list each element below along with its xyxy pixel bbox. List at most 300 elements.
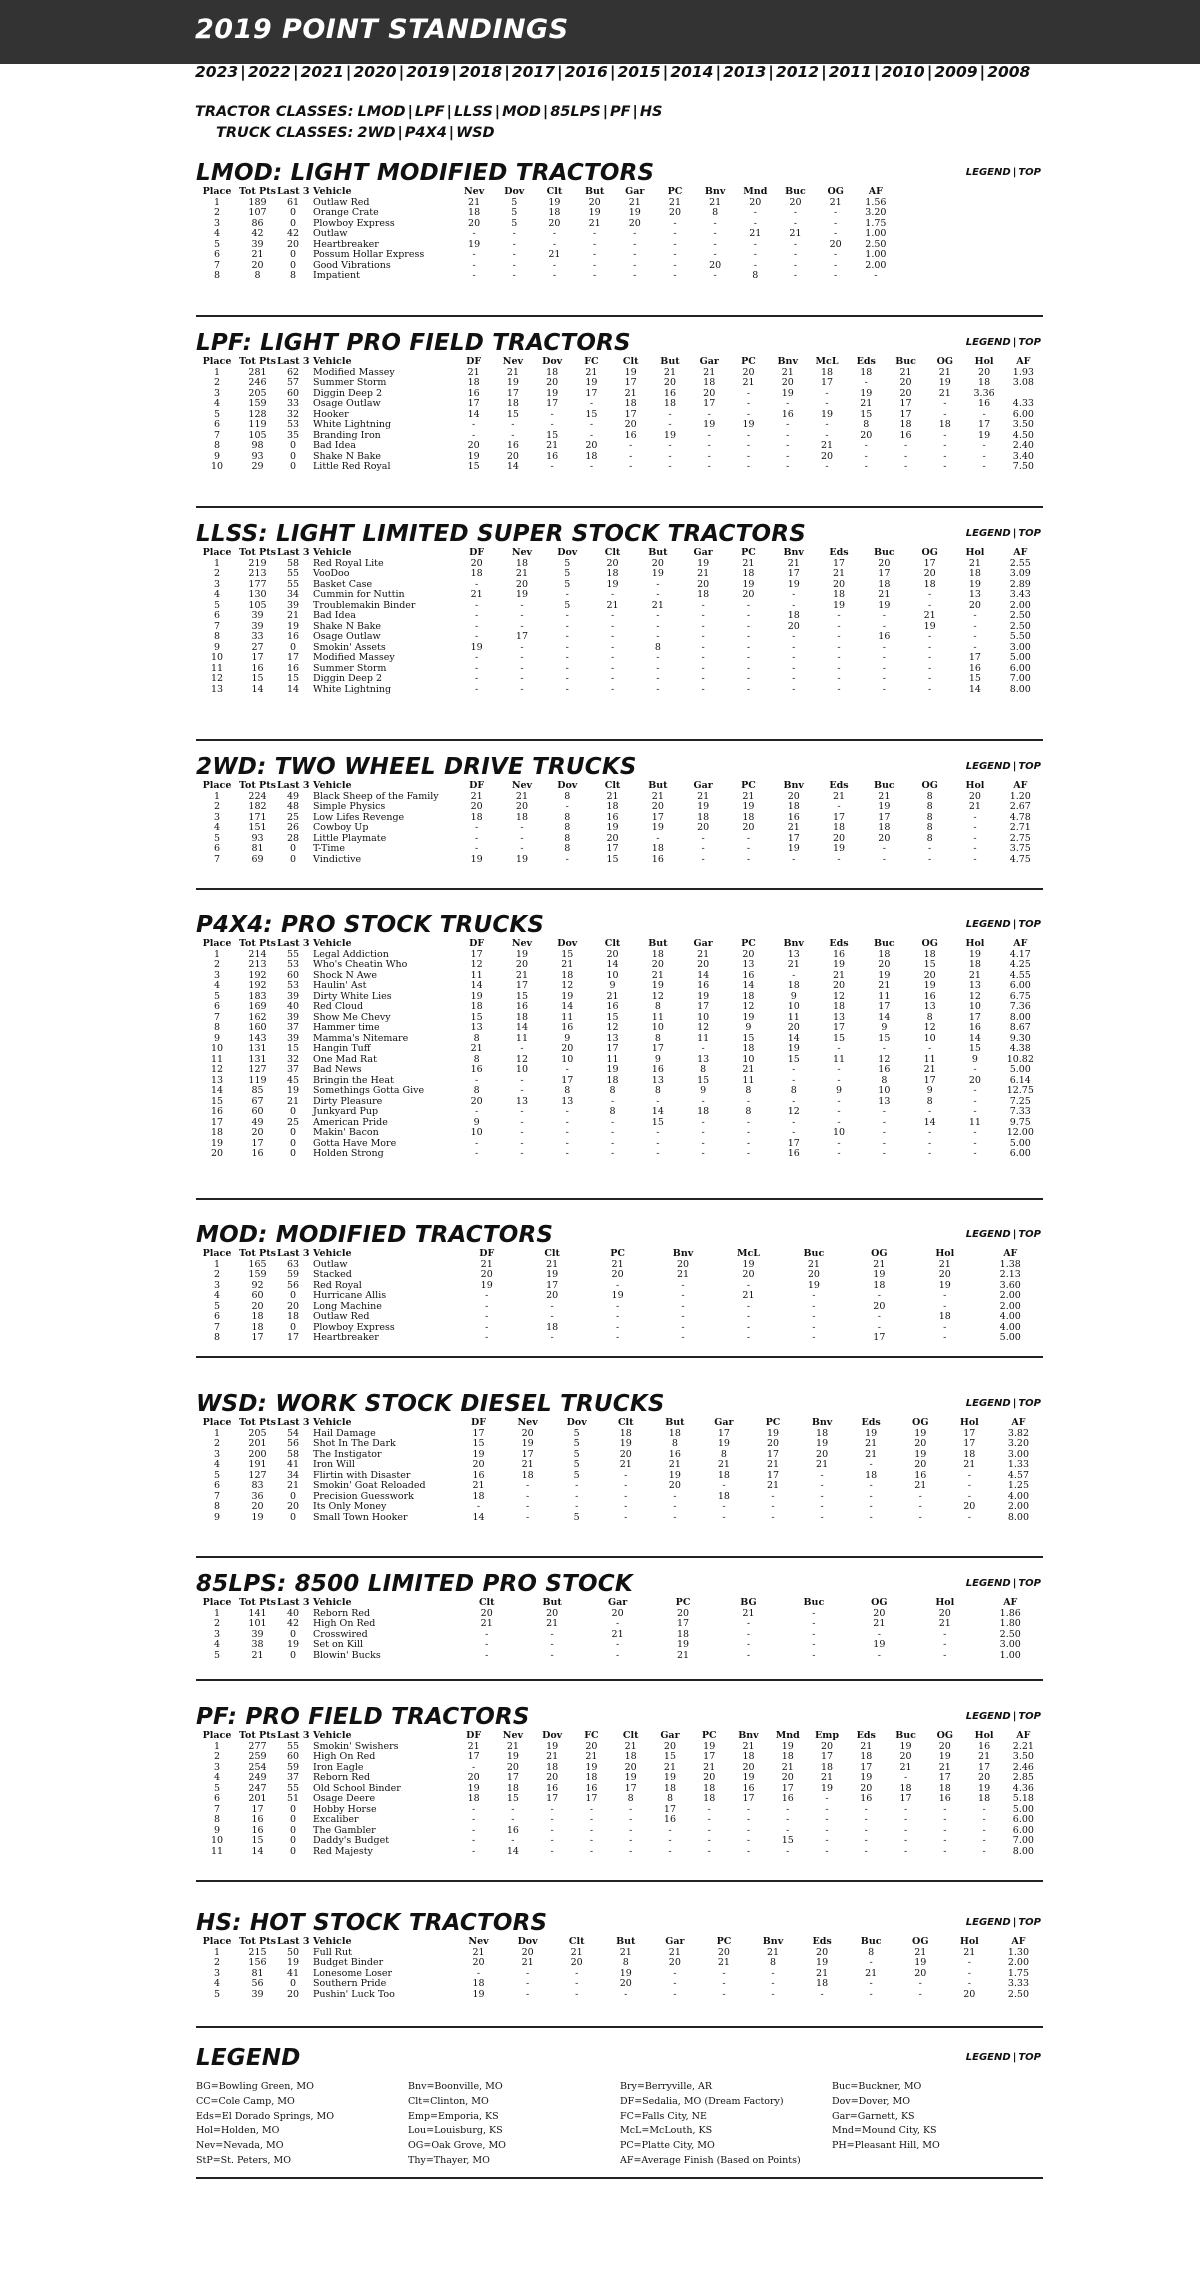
vehicle-name: T-Time bbox=[313, 844, 345, 854]
table-cell: 224 bbox=[248, 791, 267, 802]
top-link[interactable]: TOP bbox=[1018, 2052, 1041, 2063]
class-link-2wd[interactable]: 2WD bbox=[357, 125, 396, 141]
year-link-2013[interactable]: 2013 bbox=[723, 63, 767, 81]
table-cell: - bbox=[701, 621, 705, 632]
top-link[interactable]: TOP bbox=[1018, 337, 1041, 348]
legend-item: BG=Bowling Green, MO bbox=[196, 2081, 314, 2092]
table-cell: - bbox=[746, 1322, 751, 1333]
table-cell: - bbox=[967, 1481, 971, 1491]
table-cell: 11 bbox=[470, 970, 483, 981]
table-cell: 17 bbox=[210, 1117, 224, 1128]
table-cell: 12 bbox=[742, 1002, 755, 1012]
table-row bbox=[196, 1794, 1043, 1805]
table-cell: 18 bbox=[742, 1044, 755, 1054]
table-cell: 0 bbox=[289, 1149, 297, 1159]
table-cell: 5.00 bbox=[999, 1333, 1021, 1343]
table-cell: 7.00 bbox=[1009, 674, 1031, 684]
column-header: Buc bbox=[895, 1730, 916, 1741]
table-cell: - bbox=[629, 462, 633, 472]
table-cell: 11 bbox=[515, 1033, 528, 1044]
table-cell: 20 bbox=[820, 451, 834, 462]
vehicle-name: Plowboy Express bbox=[313, 218, 395, 229]
table-cell: - bbox=[746, 1333, 751, 1343]
table-cell: 18 bbox=[515, 812, 528, 823]
separator: | bbox=[345, 63, 352, 81]
year-link-2018[interactable]: 2018 bbox=[459, 63, 503, 81]
year-link-2010[interactable]: 2010 bbox=[881, 63, 925, 81]
table-cell: - bbox=[668, 409, 672, 420]
table-cell: 16 bbox=[663, 388, 676, 399]
table-cell: 20 bbox=[860, 430, 873, 441]
separator: | bbox=[448, 125, 455, 141]
table-cell: 2.21 bbox=[1012, 1741, 1034, 1752]
table-cell: - bbox=[476, 1502, 481, 1512]
class-link-hs[interactable]: HS bbox=[639, 104, 663, 120]
table-cell: 20 bbox=[742, 1270, 755, 1280]
legend-link[interactable]: LEGEND bbox=[965, 1398, 1011, 1409]
table-cell: 127 bbox=[248, 1065, 267, 1075]
table-cell: 8 bbox=[926, 833, 933, 844]
table-cell: 21 bbox=[611, 1259, 624, 1270]
top-link[interactable]: TOP bbox=[1018, 167, 1041, 178]
table-cell: 9 bbox=[213, 1512, 221, 1523]
table-cell: - bbox=[701, 833, 705, 844]
table-cell: 21 bbox=[570, 1947, 583, 1958]
top-link[interactable]: TOP bbox=[1018, 1578, 1041, 1589]
table-cell: - bbox=[928, 1107, 932, 1117]
table-cell: 17 bbox=[676, 1619, 690, 1629]
table-cell: 1.75 bbox=[1007, 1968, 1029, 1979]
table-header-row bbox=[196, 939, 1043, 950]
table-cell: 20 bbox=[472, 1460, 485, 1470]
table-cell: 16 bbox=[651, 854, 664, 865]
year-link-2014[interactable]: 2014 bbox=[670, 63, 714, 81]
table-cell: - bbox=[882, 1107, 886, 1117]
column-header: Dov bbox=[557, 547, 578, 558]
table-row bbox=[196, 1815, 1043, 1826]
year-link-2015[interactable]: 2015 bbox=[617, 63, 661, 81]
year-link-2011[interactable]: 2011 bbox=[828, 63, 872, 81]
table-cell: 60 bbox=[251, 1107, 264, 1117]
table-cell: 17 bbox=[742, 1794, 755, 1804]
year-link-2019[interactable]: 2019 bbox=[406, 63, 450, 81]
separator: | bbox=[873, 63, 880, 81]
column-header: Last 3 bbox=[277, 1730, 310, 1741]
table-cell: 7 bbox=[213, 1491, 221, 1502]
table-cell: 27 bbox=[251, 642, 264, 653]
column-header: PC bbox=[701, 1730, 717, 1741]
year-link-2022[interactable]: 2022 bbox=[247, 63, 291, 81]
table-cell: - bbox=[928, 854, 932, 865]
table-cell: 20 bbox=[697, 960, 710, 970]
table-cell: - bbox=[701, 1044, 705, 1054]
table-row bbox=[196, 1002, 1043, 1013]
vehicle-name: Good Vibrations bbox=[313, 260, 391, 271]
table-cell: 19 bbox=[286, 1640, 300, 1650]
column-header: Clt bbox=[604, 780, 621, 791]
legend-link[interactable]: LEGEND bbox=[965, 167, 1011, 178]
table-cell: 12 bbox=[561, 981, 574, 991]
table-cell: - bbox=[982, 441, 986, 451]
table-cell: - bbox=[746, 684, 751, 695]
table-cell: 5 bbox=[511, 197, 518, 208]
table-cell: - bbox=[550, 1804, 554, 1815]
legend-link[interactable]: LEGEND bbox=[965, 1917, 1011, 1928]
legend-item: CC=Cole Camp, MO bbox=[196, 2095, 295, 2107]
table-cell: 2.40 bbox=[1012, 441, 1034, 451]
table-cell: 6.00 bbox=[1009, 981, 1031, 991]
table-cell: 1.30 bbox=[1007, 1947, 1029, 1958]
table-cell: - bbox=[753, 250, 757, 260]
column-header: Last 3 bbox=[277, 1936, 310, 1947]
table-cell: 259 bbox=[248, 1752, 267, 1762]
table-cell: 15 bbox=[663, 1752, 676, 1762]
table-cell: - bbox=[633, 229, 637, 239]
table-cell: - bbox=[575, 1989, 579, 2000]
table-cell: 9.75 bbox=[1009, 1117, 1031, 1128]
table-cell: - bbox=[837, 674, 841, 684]
table-cell: - bbox=[713, 271, 717, 281]
column-header: PC bbox=[741, 356, 756, 367]
class-link-p4x4[interactable]: P4X4 bbox=[404, 125, 447, 141]
table-cell: - bbox=[771, 1491, 775, 1502]
table-cell: 19 bbox=[515, 590, 528, 600]
table-cell: - bbox=[629, 441, 633, 451]
column-header: Dov bbox=[504, 186, 525, 197]
table-cell: - bbox=[864, 1846, 868, 1857]
table-cell: 160 bbox=[248, 1023, 267, 1033]
table-row bbox=[196, 410, 1043, 421]
table-cell: - bbox=[550, 1650, 554, 1661]
table-cell: 13 bbox=[210, 1075, 224, 1086]
legend-item: Thy=Thayer, MO bbox=[408, 2154, 490, 2166]
column-header: PC bbox=[667, 186, 683, 197]
table-cell: - bbox=[825, 1846, 829, 1857]
table-cell: 20 bbox=[938, 1741, 951, 1752]
year-nav bbox=[195, 63, 1030, 83]
table-cell: - bbox=[869, 1979, 873, 1989]
table-cell: - bbox=[701, 600, 705, 611]
table-cell: 60 bbox=[251, 1291, 264, 1301]
table-cell: 11 bbox=[968, 1117, 981, 1128]
table-cell: - bbox=[472, 1815, 476, 1825]
table-cell: 19 bbox=[611, 1291, 624, 1301]
column-header: But bbox=[584, 186, 605, 197]
year-link-2009[interactable]: 2009 bbox=[934, 63, 978, 81]
table-cell: - bbox=[746, 642, 751, 653]
table-cell: 17 bbox=[561, 1075, 574, 1086]
table-cell: 19 bbox=[468, 239, 481, 250]
vehicle-name: Small Town Hooker bbox=[313, 1512, 408, 1523]
table-cell: - bbox=[511, 420, 515, 430]
table-cell: 18 bbox=[820, 1762, 834, 1773]
table-cell: - bbox=[475, 1075, 479, 1086]
table-cell: 14 bbox=[506, 1846, 519, 1857]
table-cell: 13 bbox=[606, 1033, 619, 1044]
table-cell: 81 bbox=[251, 1968, 264, 1979]
table-cell: 8 bbox=[622, 1958, 629, 1968]
table-cell: 12 bbox=[787, 1107, 800, 1117]
table-cell: - bbox=[746, 1096, 751, 1107]
table-cell: - bbox=[707, 1825, 711, 1836]
table-cell: - bbox=[472, 1825, 476, 1836]
table-cell: 21 bbox=[588, 218, 601, 229]
table-row bbox=[196, 1034, 1043, 1045]
table-cell: 20 bbox=[470, 558, 483, 569]
table-cell: 151 bbox=[248, 823, 267, 833]
table-cell: 8 bbox=[564, 823, 571, 833]
table-cell: 20 bbox=[703, 388, 716, 399]
table-cell: 21 bbox=[697, 569, 710, 579]
table-cell: - bbox=[511, 1836, 515, 1846]
table-cell: - bbox=[812, 1301, 816, 1312]
vehicle-name: Hangin Tuff bbox=[313, 1044, 371, 1054]
table-cell: 18 bbox=[742, 1752, 755, 1762]
legend-link[interactable]: LEGEND bbox=[965, 1578, 1011, 1589]
legend-item: Dov=Dover, MO bbox=[832, 2095, 911, 2107]
column-header: Place bbox=[202, 1597, 232, 1608]
table-cell: 20 bbox=[611, 1608, 624, 1619]
table-cell: - bbox=[786, 441, 790, 451]
table-cell: 33 bbox=[286, 399, 300, 409]
year-link-2020[interactable]: 2020 bbox=[353, 63, 397, 81]
vehicle-name: Dirty Pleasure bbox=[313, 1096, 383, 1107]
table-cell: - bbox=[610, 621, 615, 632]
table-row bbox=[196, 1260, 1043, 1271]
vehicle-name: Reborn Red bbox=[313, 1608, 371, 1619]
table-cell: - bbox=[882, 611, 886, 621]
top-link[interactable]: TOP bbox=[1018, 919, 1041, 930]
table-cell: 1.00 bbox=[865, 229, 887, 239]
vehicle-name: Excaliber bbox=[313, 1815, 359, 1825]
table-cell: 18 bbox=[787, 611, 800, 621]
table-cell: - bbox=[656, 611, 660, 621]
table-cell: 21 bbox=[606, 791, 619, 802]
legend-link[interactable]: LEGEND bbox=[965, 919, 1011, 930]
table-cell: 17 bbox=[787, 569, 800, 579]
table-cell: 21 bbox=[873, 1619, 886, 1629]
table-row bbox=[196, 219, 896, 230]
table-cell: - bbox=[485, 1650, 489, 1661]
table-cell: - bbox=[610, 1128, 615, 1138]
table-cell: 14 bbox=[651, 1107, 664, 1117]
table-cell: 15 bbox=[606, 1012, 619, 1023]
class-link-pf[interactable]: PF bbox=[609, 104, 631, 120]
table-cell: 15 bbox=[286, 1044, 300, 1054]
section-nav bbox=[966, 167, 1041, 178]
table-cell: 17 bbox=[968, 1012, 981, 1023]
table-cell: 18 bbox=[663, 399, 676, 409]
legend-link[interactable]: LEGEND bbox=[965, 337, 1011, 348]
vehicle-name: Diggin Deep 2 bbox=[313, 388, 383, 399]
table-cell: - bbox=[967, 1512, 971, 1523]
table-cell: - bbox=[812, 1312, 816, 1322]
table-cell: 13 bbox=[968, 981, 981, 991]
table-cell: 1 bbox=[213, 367, 221, 378]
table-cell: - bbox=[575, 1502, 579, 1512]
table-cell: - bbox=[792, 642, 796, 653]
table-row bbox=[196, 250, 896, 261]
table-cell: 2.50 bbox=[1009, 611, 1031, 621]
table-cell: - bbox=[928, 590, 932, 600]
column-header: Dov bbox=[557, 780, 578, 791]
top-link[interactable]: TOP bbox=[1018, 1398, 1041, 1409]
table-cell: 21 bbox=[938, 1619, 951, 1629]
table-cell: 20 bbox=[286, 1301, 300, 1312]
table-cell: - bbox=[746, 409, 751, 420]
section-title: PF: PRO FIELD TRACTORS bbox=[196, 1704, 530, 1730]
table-cell: - bbox=[943, 1825, 947, 1836]
vehicle-name: Shake N Bake bbox=[313, 451, 382, 462]
table-cell: 6.00 bbox=[1012, 1825, 1034, 1836]
table-cell: 15 bbox=[515, 991, 528, 1002]
table-cell: 0 bbox=[289, 1979, 297, 1989]
table-cell: 2.71 bbox=[1009, 823, 1031, 833]
table-cell: 15 bbox=[546, 430, 559, 441]
class-link-mod[interactable]: MOD bbox=[502, 104, 541, 120]
table-cell: - bbox=[973, 1086, 977, 1096]
table-cell: - bbox=[825, 462, 829, 472]
class-link-llss[interactable]: LLSS bbox=[453, 104, 493, 120]
table-cell: 18 bbox=[717, 1491, 730, 1502]
vehicle-name: Show Me Chevy bbox=[313, 1012, 391, 1023]
top-link[interactable]: TOP bbox=[1018, 1711, 1041, 1722]
top-link[interactable]: TOP bbox=[1018, 528, 1041, 539]
table-cell: 12 bbox=[878, 1054, 891, 1065]
top-link[interactable]: TOP bbox=[1018, 761, 1041, 772]
year-link-2008[interactable]: 2008 bbox=[987, 63, 1031, 81]
vehicle-name: Possum Hollar Express bbox=[313, 250, 425, 260]
class-link-wsd[interactable]: WSD bbox=[456, 125, 495, 141]
table-cell: 11 bbox=[697, 1033, 710, 1044]
table-cell: 21 bbox=[709, 197, 722, 208]
table-cell: - bbox=[552, 260, 557, 271]
vehicle-name: Smokin' Goat Reloaded bbox=[313, 1481, 426, 1491]
column-header: Clt bbox=[478, 1597, 495, 1608]
column-header: PC bbox=[765, 1417, 781, 1428]
table-header-row bbox=[196, 1731, 1043, 1742]
table-cell: - bbox=[681, 1333, 685, 1343]
table-cell: 14 bbox=[210, 1086, 224, 1096]
table-cell: 11 bbox=[923, 1054, 936, 1065]
legend-link[interactable]: LEGEND bbox=[965, 1711, 1011, 1722]
table-cell: - bbox=[874, 271, 878, 281]
table-cell: 8 bbox=[213, 1815, 221, 1825]
column-header: But bbox=[665, 1417, 685, 1428]
top-link[interactable]: TOP bbox=[1018, 1917, 1041, 1928]
table-cell: - bbox=[656, 684, 660, 695]
legend-item: Lou=Louisburg, KS bbox=[408, 2125, 503, 2137]
vehicle-name: Outlaw Red bbox=[313, 197, 370, 208]
table-cell: 8 bbox=[627, 1794, 634, 1804]
section-lmod bbox=[196, 160, 1043, 317]
column-header: Buc bbox=[785, 186, 806, 197]
column-header: Tot Pts bbox=[239, 938, 276, 949]
year-link-2017[interactable]: 2017 bbox=[511, 63, 556, 81]
table-cell: 21 bbox=[651, 970, 664, 981]
table-cell: 14 bbox=[470, 981, 483, 991]
legend-link[interactable]: LEGEND bbox=[965, 1229, 1011, 1240]
table-cell: 18 bbox=[472, 1979, 485, 1989]
table-cell: - bbox=[982, 451, 986, 462]
table-cell: - bbox=[520, 621, 524, 632]
table-cell: 7.36 bbox=[1009, 1002, 1031, 1012]
table-cell: 8 bbox=[213, 1023, 221, 1033]
year-link-2012[interactable]: 2012 bbox=[775, 63, 820, 81]
table-cell: 20 bbox=[787, 621, 800, 632]
table-cell: 16 bbox=[472, 1470, 485, 1481]
table-cell: 16 bbox=[781, 1794, 794, 1804]
table-row bbox=[196, 992, 1043, 1003]
vehicle-name: VooDoo bbox=[313, 569, 350, 579]
legend-link[interactable]: LEGEND bbox=[965, 761, 1011, 772]
table-cell: - bbox=[589, 1846, 594, 1857]
table-row bbox=[196, 1948, 1043, 1959]
table-cell: 10 bbox=[697, 1012, 710, 1023]
table-cell: 69 bbox=[251, 854, 264, 865]
table-cell: 19 bbox=[923, 981, 936, 991]
class-link-lmod[interactable]: LMOD bbox=[357, 104, 406, 120]
column-header: Eds bbox=[856, 356, 876, 367]
table-cell: - bbox=[565, 653, 569, 663]
vehicle-name: Somethings Gotta Give bbox=[313, 1086, 425, 1096]
top-link[interactable]: TOP bbox=[1018, 1229, 1041, 1240]
table-cell: - bbox=[475, 621, 479, 632]
table-cell: 183 bbox=[248, 991, 267, 1002]
table-cell: 45 bbox=[286, 1075, 300, 1086]
class-link-85lps[interactable]: 85LPS bbox=[550, 104, 601, 120]
table-cell: - bbox=[475, 833, 479, 844]
table-cell: 19 bbox=[651, 569, 664, 579]
table-cell: - bbox=[520, 653, 524, 663]
column-header: Vehicle bbox=[313, 1597, 352, 1608]
table-cell: 21 bbox=[860, 1741, 873, 1752]
table-cell: - bbox=[713, 239, 717, 250]
table-cell: 92 bbox=[251, 1280, 264, 1291]
table-cell: 21 bbox=[766, 1481, 780, 1491]
legend-link[interactable]: LEGEND bbox=[965, 528, 1011, 539]
table-cell: - bbox=[820, 1470, 824, 1481]
legend-link[interactable]: LEGEND bbox=[965, 2052, 1011, 2063]
table-cell: 213 bbox=[248, 569, 267, 579]
year-link-2016[interactable]: 2016 bbox=[564, 63, 608, 81]
separator: | bbox=[609, 63, 616, 81]
year-link-2023[interactable]: 2023 bbox=[195, 63, 239, 81]
table-cell: 3.20 bbox=[865, 208, 887, 218]
table-cell: 20 bbox=[749, 197, 762, 208]
table-cell: 16 bbox=[546, 1783, 559, 1794]
legend-item: Bnv=Boonville, MO bbox=[408, 2081, 503, 2092]
table-cell: 9 bbox=[213, 451, 221, 462]
table-cell: 3.08 bbox=[1012, 378, 1034, 388]
table-cell: 20 bbox=[703, 1773, 716, 1783]
class-link-lpf[interactable]: LPF bbox=[414, 104, 445, 120]
table-cell: 25 bbox=[286, 1117, 300, 1128]
table-row bbox=[196, 674, 1043, 685]
table-cell: - bbox=[589, 1825, 594, 1836]
table-row bbox=[196, 1013, 1043, 1024]
table-cell: 247 bbox=[248, 1783, 267, 1794]
table-cell: 21 bbox=[651, 791, 664, 802]
table-cell: 17 bbox=[515, 632, 528, 642]
table-cell: 16 bbox=[668, 1449, 681, 1460]
table-cell: 105 bbox=[248, 600, 267, 611]
year-link-2021[interactable]: 2021 bbox=[300, 63, 344, 81]
table-cell: - bbox=[701, 632, 705, 642]
table-cell: - bbox=[485, 1312, 489, 1322]
table-cell: 18 bbox=[210, 1128, 224, 1138]
table-cell: 5 bbox=[573, 1428, 580, 1439]
